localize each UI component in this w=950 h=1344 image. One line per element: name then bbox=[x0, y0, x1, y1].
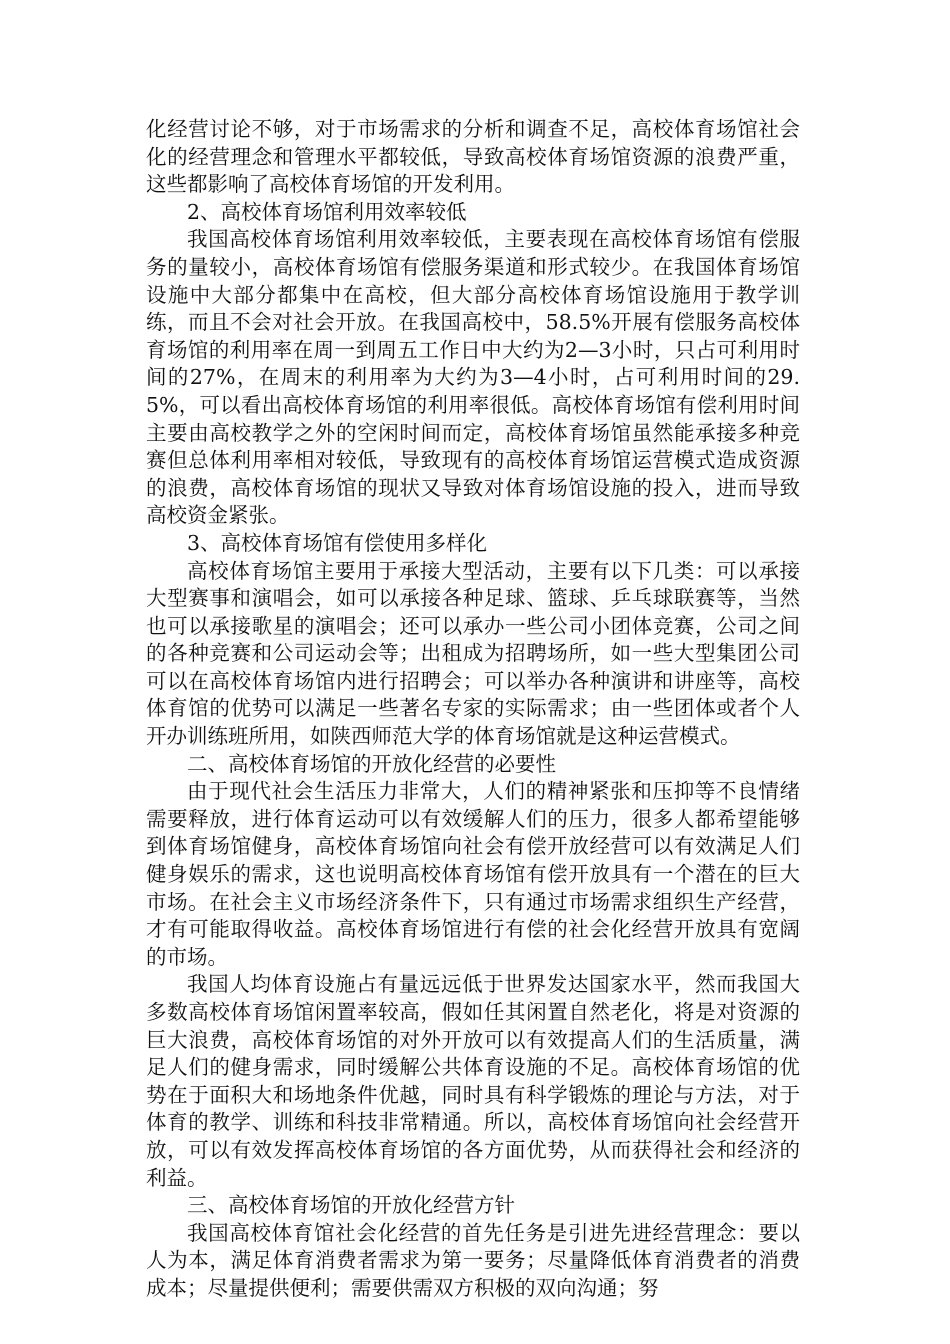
paragraph-diversified-use: 高校体育场馆主要用于承接大型活动，主要有以下几类：可以承接大型赛事和演唱会，如可以承接各种足球、篮球、乒乓球联赛等，当然也可以承接歌星的演唱会；还可以承办一些公司小团体竞赛，公司之间的各种竞赛和公司运动会等；出租成为招聘场所，如一些大型集团公司可以在高校体育场馆内进行招聘会；可以举办各种演讲和讲座等，高校体育馆的优势可以满足一些著名专家的实际需求；由一些团体或者个人开办训练班所用，如陕西师范大学的体育场馆就是这种运营模式。 bbox=[146, 558, 800, 749]
paragraph-continuation: 化经营讨论不够，对于市场需求的分析和调查不足，高校体育场馆社会化的经营理念和管理水平都较低，导致高校体育场馆资源的浪费严重，这些都影响了高校体育场馆的开发利用。 bbox=[146, 117, 800, 197]
section-heading-2: 2、高校体育场馆利用效率较低 bbox=[187, 199, 467, 224]
paragraph-utilization: 我国高校体育场馆利用效率较低，主要表现在高校体育场馆有偿服务的量较小，高校体育场馆有偿服务渠道和形式较少。在我国体育场馆设施中大部分都集中在高校，但大部分高校体育场馆设施用于教学训练，而且不会对社会开放。在我国高校中，58.5%开展有偿服务高校体育场馆的利用率在周一到周五工作日中大约为2—3小时，只占可利用时间的27%，在周末的利用率为大约为3—4小时，占可利用时间的29.5%，可以看出高校体育场馆的利用率很低。高校体育场馆有偿利用时间主要由高校教学之外的空闲时间而定，高校体育场馆虽然能承接多种竞赛但总体利用率相对较低，导致现有的高校体育场馆运营模式造成资源的浪费，高校体育场馆的现状又导致对体育场馆设施的投入，进而导致高校资金紧张。 bbox=[146, 227, 800, 528]
paragraph-necessity-2: 我国人均体育设施占有量远远低于世界发达国家水平，然而我国大多数高校体育场馆闲置率较高，假如任其闲置自然老化，将是对资源的巨大浪费，高校体育场馆的对外开放可以有效提高人们的生活质量，满足人们的健身需求，同时缓解公共体育设施的不足。高校体育场馆的优势在于面积大和场地条件优越，同时具有科学锻炼的理论与方法，对于体育的教学、训练和科技非常精通。所以，高校体育场馆向社会经营开放，可以有效发挥高校体育场馆的各方面优势，从而获得社会和经济的利益。 bbox=[146, 972, 800, 1190]
section-heading-3: 3、高校体育场馆有偿使用多样化 bbox=[187, 530, 488, 555]
section-heading-policy: 三、高校体育场馆的开放化经营方针 bbox=[187, 1193, 515, 1218]
section-heading-necessity: 二、高校体育场馆的开放化经营的必要性 bbox=[187, 751, 556, 776]
paragraph-necessity-1: 由于现代社会生活压力非常大，人们的精神紧张和压抑等不良情绪需要释放，进行体育运动可以有效缓解人们的压力，很多人都希望能够到体育场馆健身，高校体育场馆向社会有偿开放经营可以有效满足人们健身娱乐的需求，这也说明高校体育场馆有偿开放具有一个潜在的巨大市场。在社会主义市场经济条件下，只有通过市场需求组织生产经营，才有可能取得收益。高校体育场馆进行有偿的社会化经营开放具有宽阔的市场。 bbox=[146, 779, 800, 969]
document-body bbox=[146, 116, 800, 1303]
paragraph-policy: 我国高校体育馆社会化经营的首先任务是引进先进经营理念：要以人为本，满足体育消费者需求为第一要务；尽量降低体育消费者的消费成本；尽量提供便利；需要供需双方积极的双向沟通；努 bbox=[146, 1220, 800, 1300]
